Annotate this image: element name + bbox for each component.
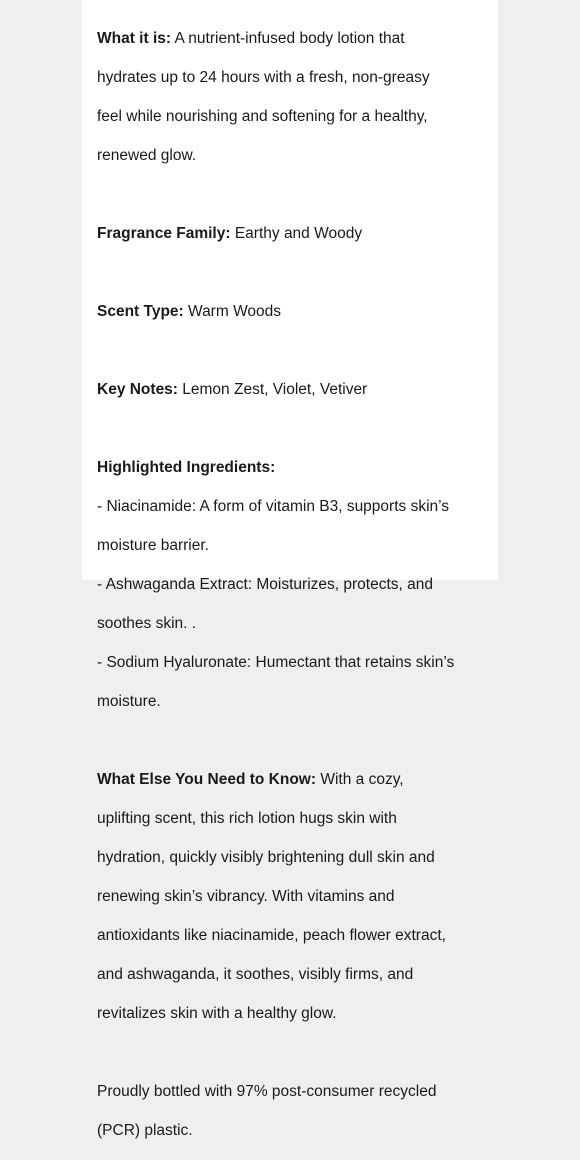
ingredients-label: Highlighted Ingredients: — [97, 458, 276, 476]
fragrance-family-label: Fragrance Family: — [97, 224, 231, 242]
recycled-section — [97, 1062, 487, 1160]
what-it-is-line-1 — [97, 29, 487, 49]
what-it-is-section — [97, 9, 487, 185]
key-notes-section — [97, 360, 487, 419]
fragrance-family-section — [97, 204, 487, 263]
key-notes-value: Lemon Zest, Violet, Vetiver — [177, 380, 368, 398]
what-else-line-4: renewing skin’s vibrancy. With vitamins and — [97, 887, 395, 905]
what-else-line-2: uplifting scent, this rich lotion hugs skin with — [97, 809, 397, 827]
what-else-section — [97, 750, 487, 1043]
key-notes-label: Key Notes: — [97, 380, 178, 398]
what-else-line-3: hydration, quickly visibly brightening dull skin and — [97, 848, 435, 866]
ingredient-line-4: soothes skin. . — [97, 614, 197, 632]
fragrance-family-value: Earthy and Woody — [230, 224, 363, 242]
what-it-is-line-3: feel while nourishing and softening for a healthy, — [97, 107, 428, 125]
what-else-line-5: antioxidants like niacinamide, peach flower extract, — [97, 926, 446, 944]
scent-type-label: Scent Type: — [97, 302, 184, 320]
scent-type-section — [97, 282, 487, 341]
what-else-text: With a cozy, — [316, 770, 404, 788]
scent-type-line — [97, 302, 487, 322]
fragrance-family-line — [97, 224, 487, 244]
what-it-is-label: What it is: — [97, 29, 172, 47]
ingredient-line-2: moisture barrier. — [97, 536, 209, 554]
what-else-line-7: revitalizes skin with a healthy glow. — [97, 1004, 337, 1022]
what-it-is-text: A nutrient-infused body lotion that — [171, 29, 405, 47]
ingredient-line-5: - Sodium Hyaluronate: Humectant that retains skin’s — [97, 653, 455, 671]
recycled-line-1: Proudly bottled with 97% post-consumer recycled — [97, 1082, 437, 1100]
recycled-line-2: (PCR) plastic. — [97, 1121, 193, 1139]
ingredients-section — [97, 438, 487, 731]
ingredient-line-3: - Ashwaganda Extract: Moisturizes, protects, and — [97, 575, 433, 593]
key-notes-line — [97, 380, 487, 400]
ingredient-line-1: - Niacinamide: A form of vitamin B3, supports skin’s — [97, 497, 450, 515]
product-description — [97, 9, 487, 1160]
what-else-line-6: and ashwaganda, it soothes, visibly firms, and — [97, 965, 414, 983]
what-else-line-1 — [97, 770, 487, 790]
what-else-label: What Else You Need to Know: — [97, 770, 317, 788]
what-it-is-line-4: renewed glow. — [97, 146, 197, 164]
what-it-is-line-2: hydrates up to 24 hours with a fresh, non-greasy — [97, 68, 430, 86]
ingredient-line-6: moisture. — [97, 692, 161, 710]
scent-type-value: Warm Woods — [183, 302, 282, 320]
